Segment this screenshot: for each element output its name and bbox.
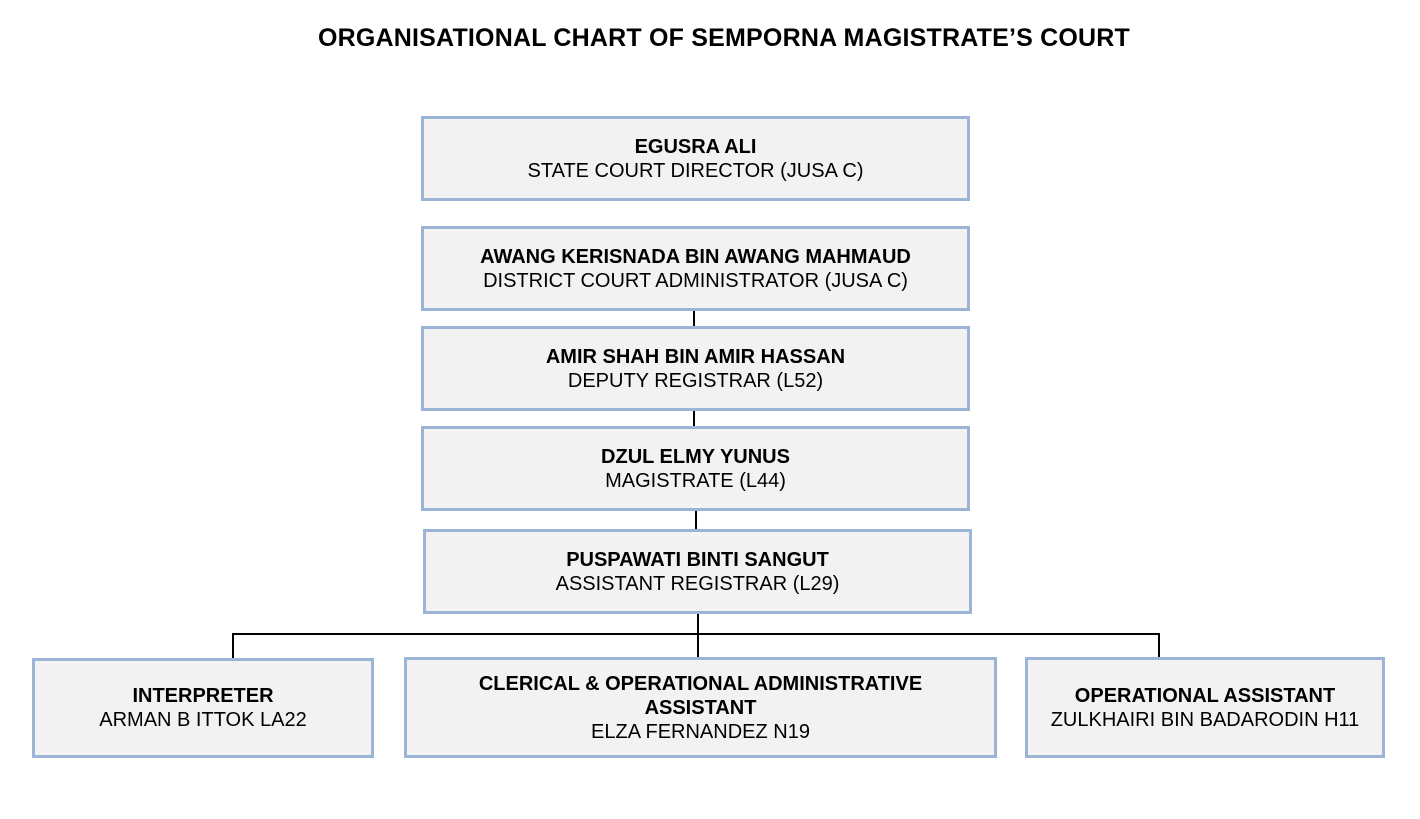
node-role: MAGISTRATE (L44) xyxy=(605,469,786,492)
node-name: EGUSRA ALI xyxy=(634,135,757,158)
node-role: STATE COURT DIRECTOR (JUSA C) xyxy=(527,159,864,182)
connector-to-operational-assistant xyxy=(1158,633,1160,657)
connector-deputy-to-magistrate xyxy=(693,411,695,426)
node-name: AWANG KERISNADA BIN AWANG MAHMAUD xyxy=(480,245,911,268)
node-position: OPERATIONAL ASSISTANT xyxy=(1074,684,1336,707)
node-name: ZULKHAIRI BIN BADARODIN H11 xyxy=(1050,708,1360,731)
node-position: CLERICAL & OPERATIONAL ADMINISTRATIVE ASSISTANT xyxy=(478,672,923,719)
connector-admin-to-deputy xyxy=(693,311,695,326)
node-name: DZUL ELMY YUNUS xyxy=(601,445,790,468)
node-name: ELZA FERNANDEZ N19 xyxy=(591,720,810,743)
chart-title: ORGANISATIONAL CHART OF SEMPORNA MAGISTRATE’S COURT xyxy=(317,24,1131,52)
node-role: ASSISTANT REGISTRAR (L29) xyxy=(555,572,840,595)
node-interpreter xyxy=(32,658,374,758)
node-clerical-assistant xyxy=(404,657,997,758)
node-deputy-registrar xyxy=(421,326,970,411)
node-district-court-administrator xyxy=(421,226,970,311)
node-position: INTERPRETER xyxy=(132,685,274,707)
connector-magistrate-to-assistant-registrar xyxy=(695,511,697,529)
node-name: ARMAN B ITTOK LA22 xyxy=(99,709,307,731)
connector-branch-bar xyxy=(232,633,1160,635)
node-operational-assistant xyxy=(1025,657,1385,758)
node-role: DEPUTY REGISTRAR (L52) xyxy=(567,369,824,392)
node-name: PUSPAWATI BINTI SANGUT xyxy=(566,548,829,571)
connector-trunk xyxy=(697,614,699,659)
node-role: DISTRICT COURT ADMINISTRATOR (JUSA C) xyxy=(483,269,908,292)
node-assistant-registrar xyxy=(423,529,972,614)
node-magistrate xyxy=(421,426,970,511)
node-name: AMIR SHAH BIN AMIR HASSAN xyxy=(545,345,846,368)
connector-to-interpreter xyxy=(232,633,234,658)
node-state-court-director xyxy=(421,116,970,201)
